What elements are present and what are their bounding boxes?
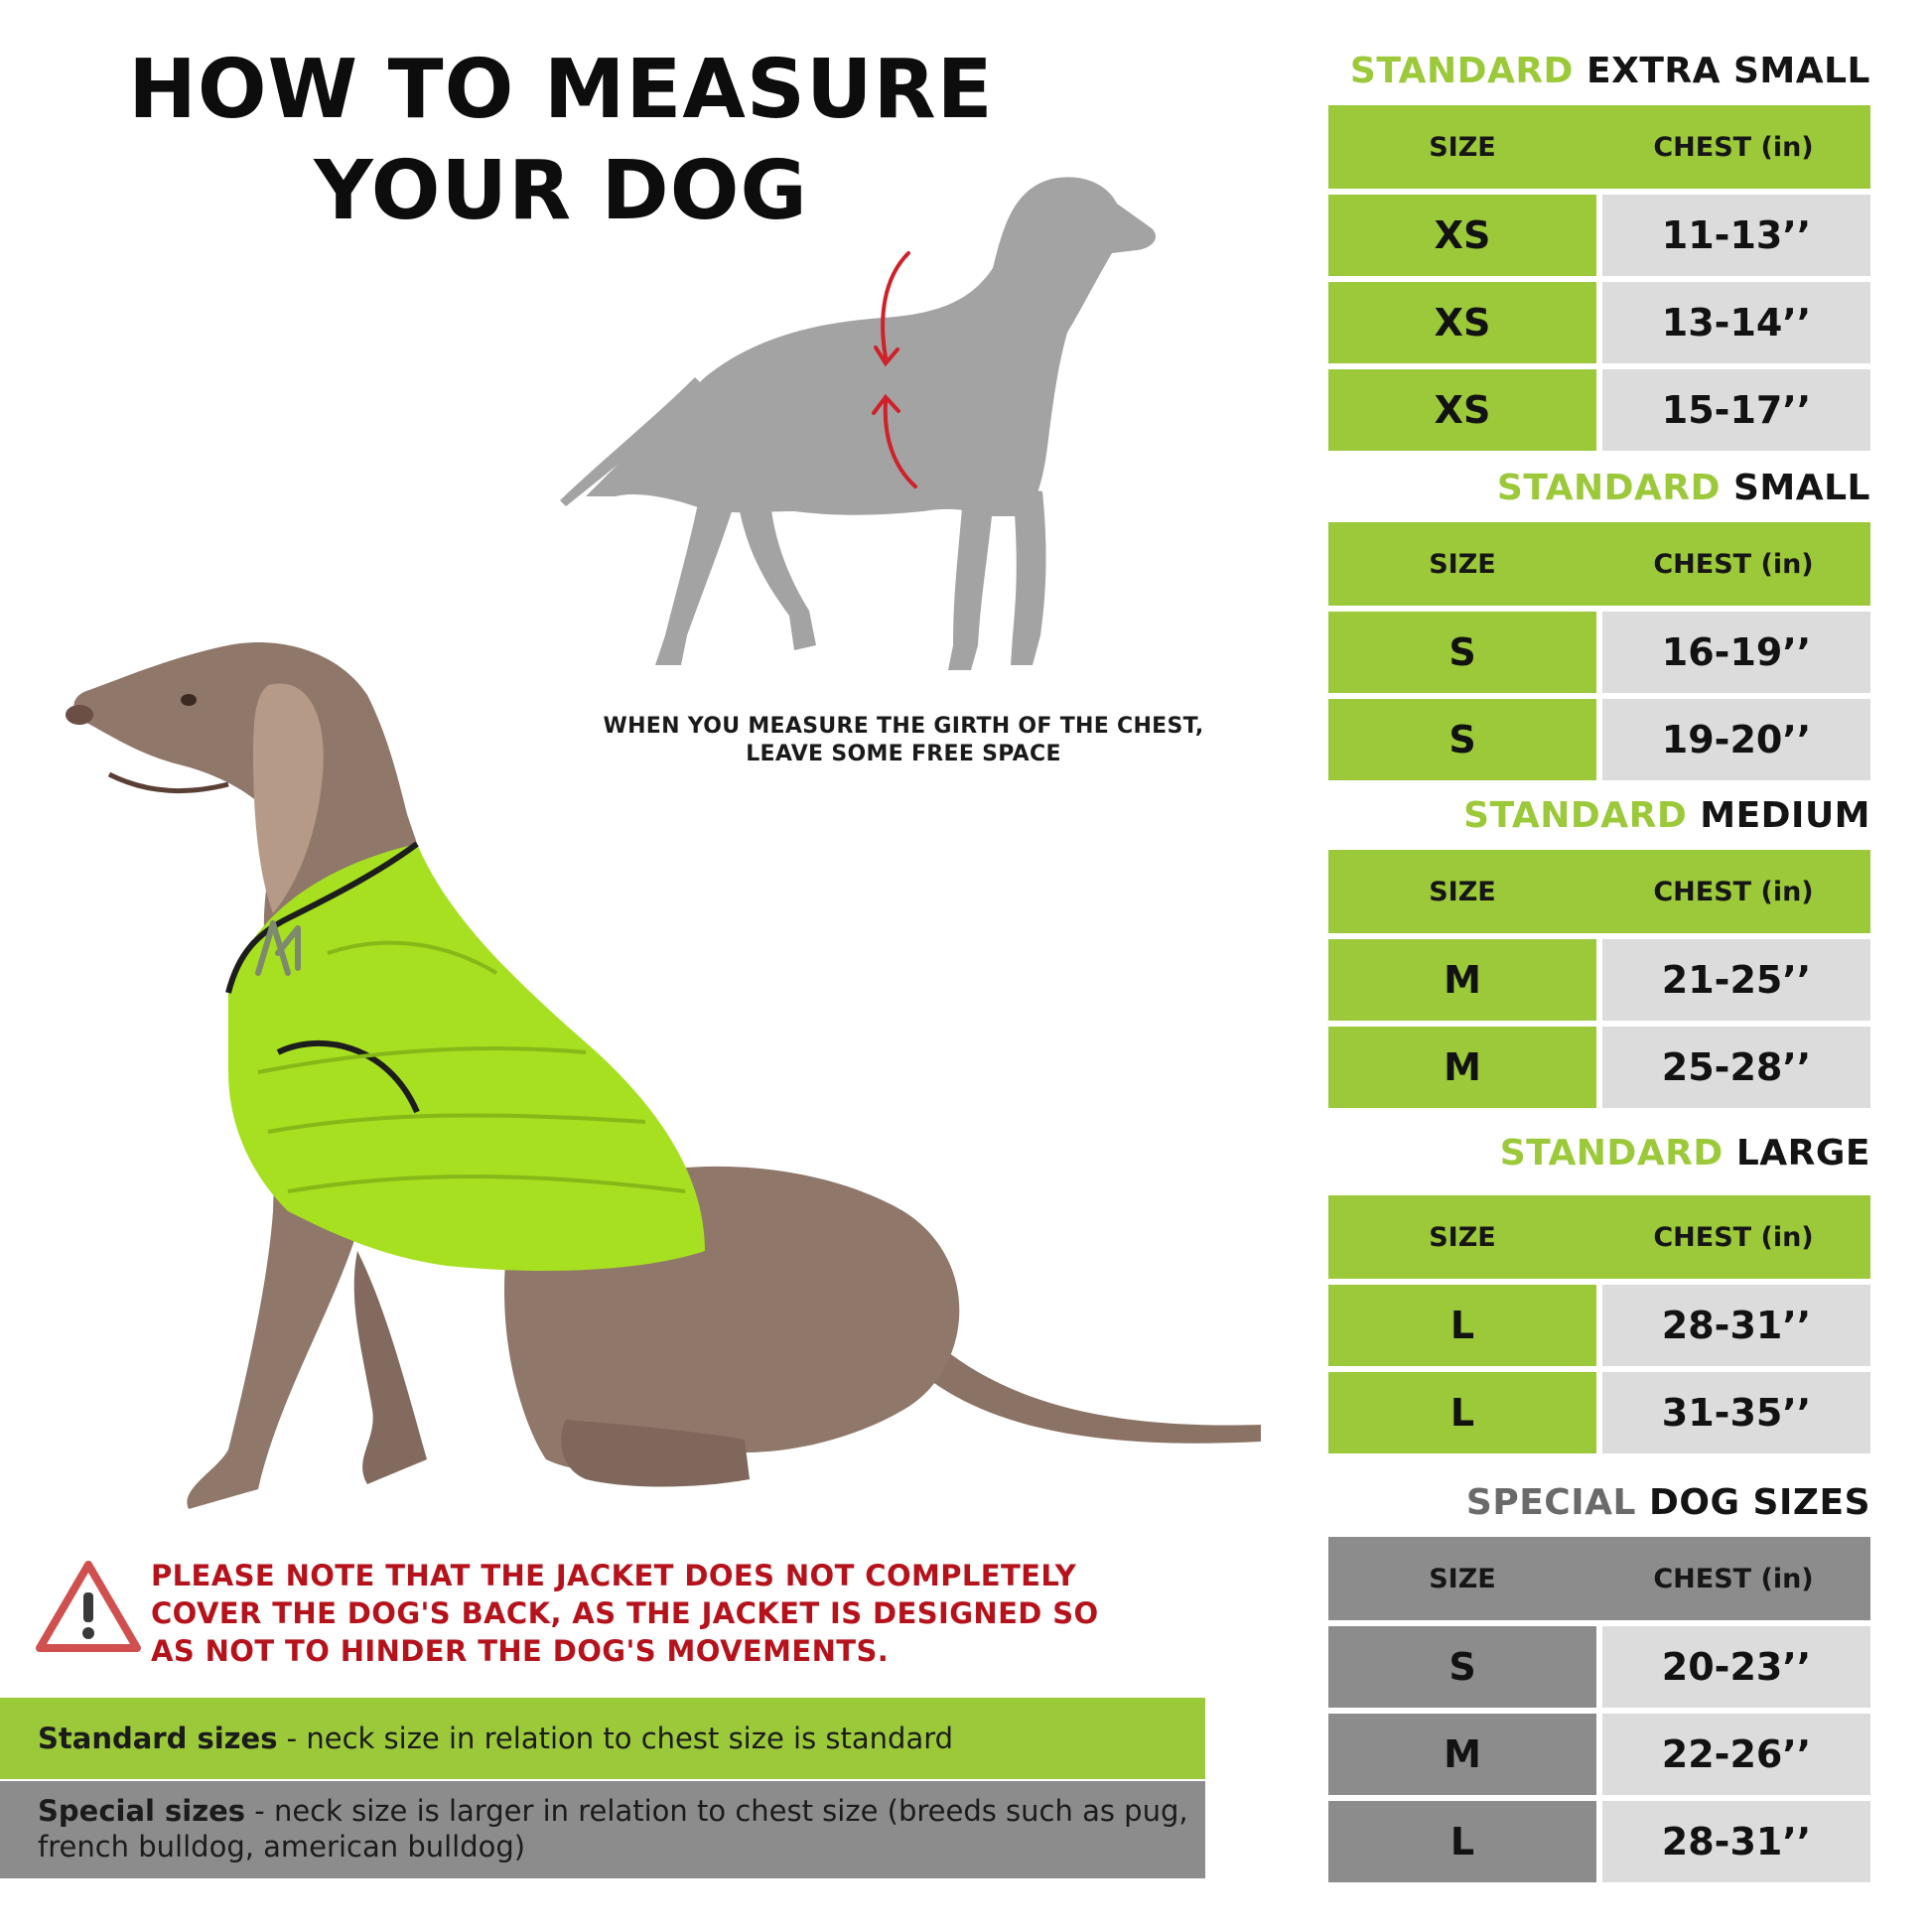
column-chest: CHEST (in) bbox=[1653, 131, 1814, 163]
size-table-medium bbox=[1328, 850, 1870, 1108]
standard-sizes-description: - neck size in relation to chest size is standard bbox=[277, 1722, 954, 1755]
table-header bbox=[1328, 1195, 1870, 1279]
page-title-line2: YOUR DOG bbox=[314, 144, 808, 238]
table-cell-chest: 21-25’’ bbox=[1602, 939, 1870, 1021]
size-table-extra-small bbox=[1328, 105, 1870, 451]
table-cell-size: L bbox=[1328, 1285, 1596, 1366]
special-sizes-legend bbox=[0, 1781, 1205, 1878]
table-cell-size: M bbox=[1328, 1027, 1596, 1108]
table-cell-chest: 13-14’’ bbox=[1602, 282, 1870, 363]
table-cell-chest: 20-23’’ bbox=[1602, 1626, 1870, 1708]
column-chest: CHEST (in) bbox=[1653, 548, 1814, 580]
table-cell-size: S bbox=[1328, 699, 1596, 780]
table-header bbox=[1328, 850, 1870, 933]
warning-line3: AS NOT TO HINDER THE DOG'S MOVEMENTS. bbox=[151, 1634, 890, 1668]
table-cell-chest: 11-13’’ bbox=[1602, 195, 1870, 276]
size-table-special bbox=[1328, 1537, 1870, 1882]
table-header bbox=[1328, 1537, 1870, 1620]
special-sizes-text bbox=[38, 1793, 1199, 1864]
column-size: SIZE bbox=[1429, 876, 1496, 907]
measure-caption-line2: LEAVE SOME FREE SPACE bbox=[746, 742, 1061, 766]
column-chest: CHEST (in) bbox=[1653, 1563, 1814, 1594]
table-cell-chest: 15-17’’ bbox=[1602, 369, 1870, 451]
table-cell-size: XS bbox=[1328, 195, 1596, 276]
table-cell-size: XS bbox=[1328, 282, 1596, 363]
special-sizes-label: Special sizes bbox=[38, 1794, 246, 1828]
table-title-rest: SMALL bbox=[1733, 468, 1870, 508]
table-cell-size: S bbox=[1328, 612, 1596, 693]
table-cell-chest: 22-26’’ bbox=[1602, 1714, 1870, 1795]
column-size: SIZE bbox=[1429, 1563, 1496, 1594]
table-title-rest: LARGE bbox=[1735, 1133, 1870, 1173]
table-cell-chest: 16-19’’ bbox=[1602, 612, 1870, 693]
table-cell-size: XS bbox=[1328, 369, 1596, 451]
table-cell-size: L bbox=[1328, 1372, 1596, 1453]
dog-jacket-photo bbox=[30, 357, 1271, 1549]
table-cell-size: S bbox=[1328, 1626, 1596, 1708]
warning-line2: COVER THE DOG'S BACK, AS THE JACKET IS DESIGNED SO bbox=[151, 1596, 1099, 1630]
standard-sizes-text bbox=[38, 1721, 953, 1756]
warning-triangle-icon bbox=[34, 1559, 143, 1654]
table-title-extra-small bbox=[1350, 50, 1870, 93]
measure-caption-line1: WHEN YOU MEASURE THE GIRTH OF THE CHEST, bbox=[603, 714, 1204, 739]
table-title-medium bbox=[1463, 794, 1870, 838]
table-cell-size: L bbox=[1328, 1801, 1596, 1882]
table-cell-chest: 31-35’’ bbox=[1602, 1372, 1870, 1453]
table-title-rest: EXTRA SMALL bbox=[1586, 51, 1870, 91]
column-size: SIZE bbox=[1429, 548, 1496, 580]
column-size: SIZE bbox=[1429, 131, 1496, 163]
standard-sizes-label: Standard sizes bbox=[38, 1722, 278, 1755]
page-title-line1: HOW TO MEASURE bbox=[128, 43, 994, 137]
table-title-large bbox=[1500, 1132, 1870, 1175]
warning-line1: PLEASE NOTE THAT THE JACKET DOES NOT COMPLETELY bbox=[151, 1559, 1077, 1592]
column-chest: CHEST (in) bbox=[1653, 876, 1814, 907]
table-header bbox=[1328, 105, 1870, 189]
size-table-large bbox=[1328, 1195, 1870, 1453]
table-title-special bbox=[1466, 1481, 1870, 1525]
special-sizes-description: - neck size is larger in relation to chest size (breeds such as pug, french bulldog, american bulldog) bbox=[38, 1794, 1188, 1863]
table-cell-chest: 28-31’’ bbox=[1602, 1801, 1870, 1882]
table-title-accent: STANDARD bbox=[1499, 1133, 1724, 1173]
table-cell-chest: 25-28’’ bbox=[1602, 1027, 1870, 1108]
table-title-accent: SPECIAL bbox=[1465, 1482, 1636, 1523]
size-table-small bbox=[1328, 522, 1870, 780]
table-title-rest: MEDIUM bbox=[1700, 795, 1870, 836]
table-title-accent: STANDARD bbox=[1349, 51, 1574, 91]
table-title-accent: STANDARD bbox=[1496, 468, 1721, 508]
table-title-small bbox=[1497, 467, 1870, 510]
table-header bbox=[1328, 522, 1870, 606]
table-cell-size: M bbox=[1328, 1714, 1596, 1795]
standard-sizes-legend bbox=[0, 1698, 1205, 1779]
table-cell-chest: 19-20’’ bbox=[1602, 699, 1870, 780]
jacket-coverage-warning bbox=[151, 1557, 1104, 1670]
table-cell-size: M bbox=[1328, 939, 1596, 1021]
column-chest: CHEST (in) bbox=[1653, 1221, 1814, 1253]
table-title-rest: DOG SIZES bbox=[1648, 1482, 1870, 1523]
table-cell-chest: 28-31’’ bbox=[1602, 1285, 1870, 1366]
table-title-accent: STANDARD bbox=[1463, 795, 1688, 836]
column-size: SIZE bbox=[1429, 1221, 1496, 1253]
